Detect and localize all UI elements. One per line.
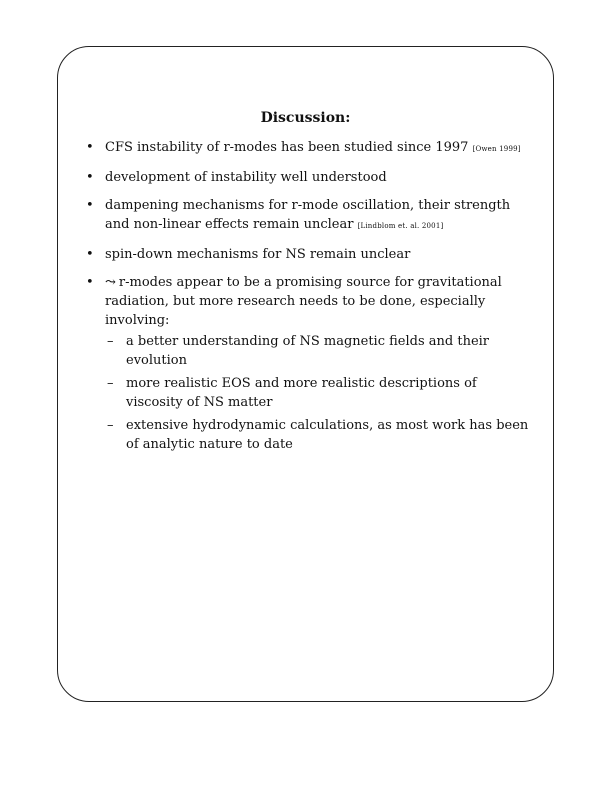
bullet-item	[86, 245, 536, 264]
bullet-text: spin-down mechanisms for NS remain unclear	[105, 247, 411, 262]
bullet-text: r-modes appear to be a promising source for gravitational radiation, but more research needs to be done, especially involving:	[105, 275, 502, 328]
bullet-item	[86, 273, 536, 454]
bullet-dot-icon: •	[86, 140, 94, 155]
citation: [Lindblom et. al. 2001]	[357, 222, 444, 230]
bullet-text: CFS instability of r-modes has been studied since 1997	[105, 140, 469, 155]
dash-icon: –	[107, 418, 114, 433]
bullet-item	[86, 196, 536, 236]
dash-icon: –	[107, 376, 114, 391]
sub-item	[105, 332, 536, 370]
bullet-dot-icon: •	[86, 247, 94, 262]
bullet-text: dampening mechanisms for r-mode oscillation, their strength and non-linear effects remain unclear	[105, 198, 511, 232]
slide-title: Discussion:	[260, 110, 351, 126]
bullet-text: development of instability well understood	[105, 170, 387, 185]
squiggle-arrow-icon: ⤳	[105, 275, 116, 290]
bullet-list	[86, 138, 536, 463]
bullet-dot-icon: •	[86, 198, 94, 213]
bullet-dot-icon: •	[86, 170, 94, 185]
sub-item	[105, 416, 536, 454]
sub-item-text: a better understanding of NS magnetic fields and their evolution	[126, 334, 490, 368]
sub-item-text: extensive hydrodynamic calculations, as most work has been of analytic nature to date	[126, 418, 529, 452]
bullet-item	[86, 138, 536, 159]
sub-item-text: more realistic EOS and more realistic descriptions of viscosity of NS matter	[126, 376, 477, 410]
sub-item	[105, 374, 536, 412]
bullet-dot-icon: •	[86, 275, 94, 290]
dash-icon: –	[107, 334, 114, 349]
citation: [Owen 1999]	[472, 145, 521, 153]
bullet-item	[86, 168, 536, 187]
sub-list	[105, 332, 536, 454]
